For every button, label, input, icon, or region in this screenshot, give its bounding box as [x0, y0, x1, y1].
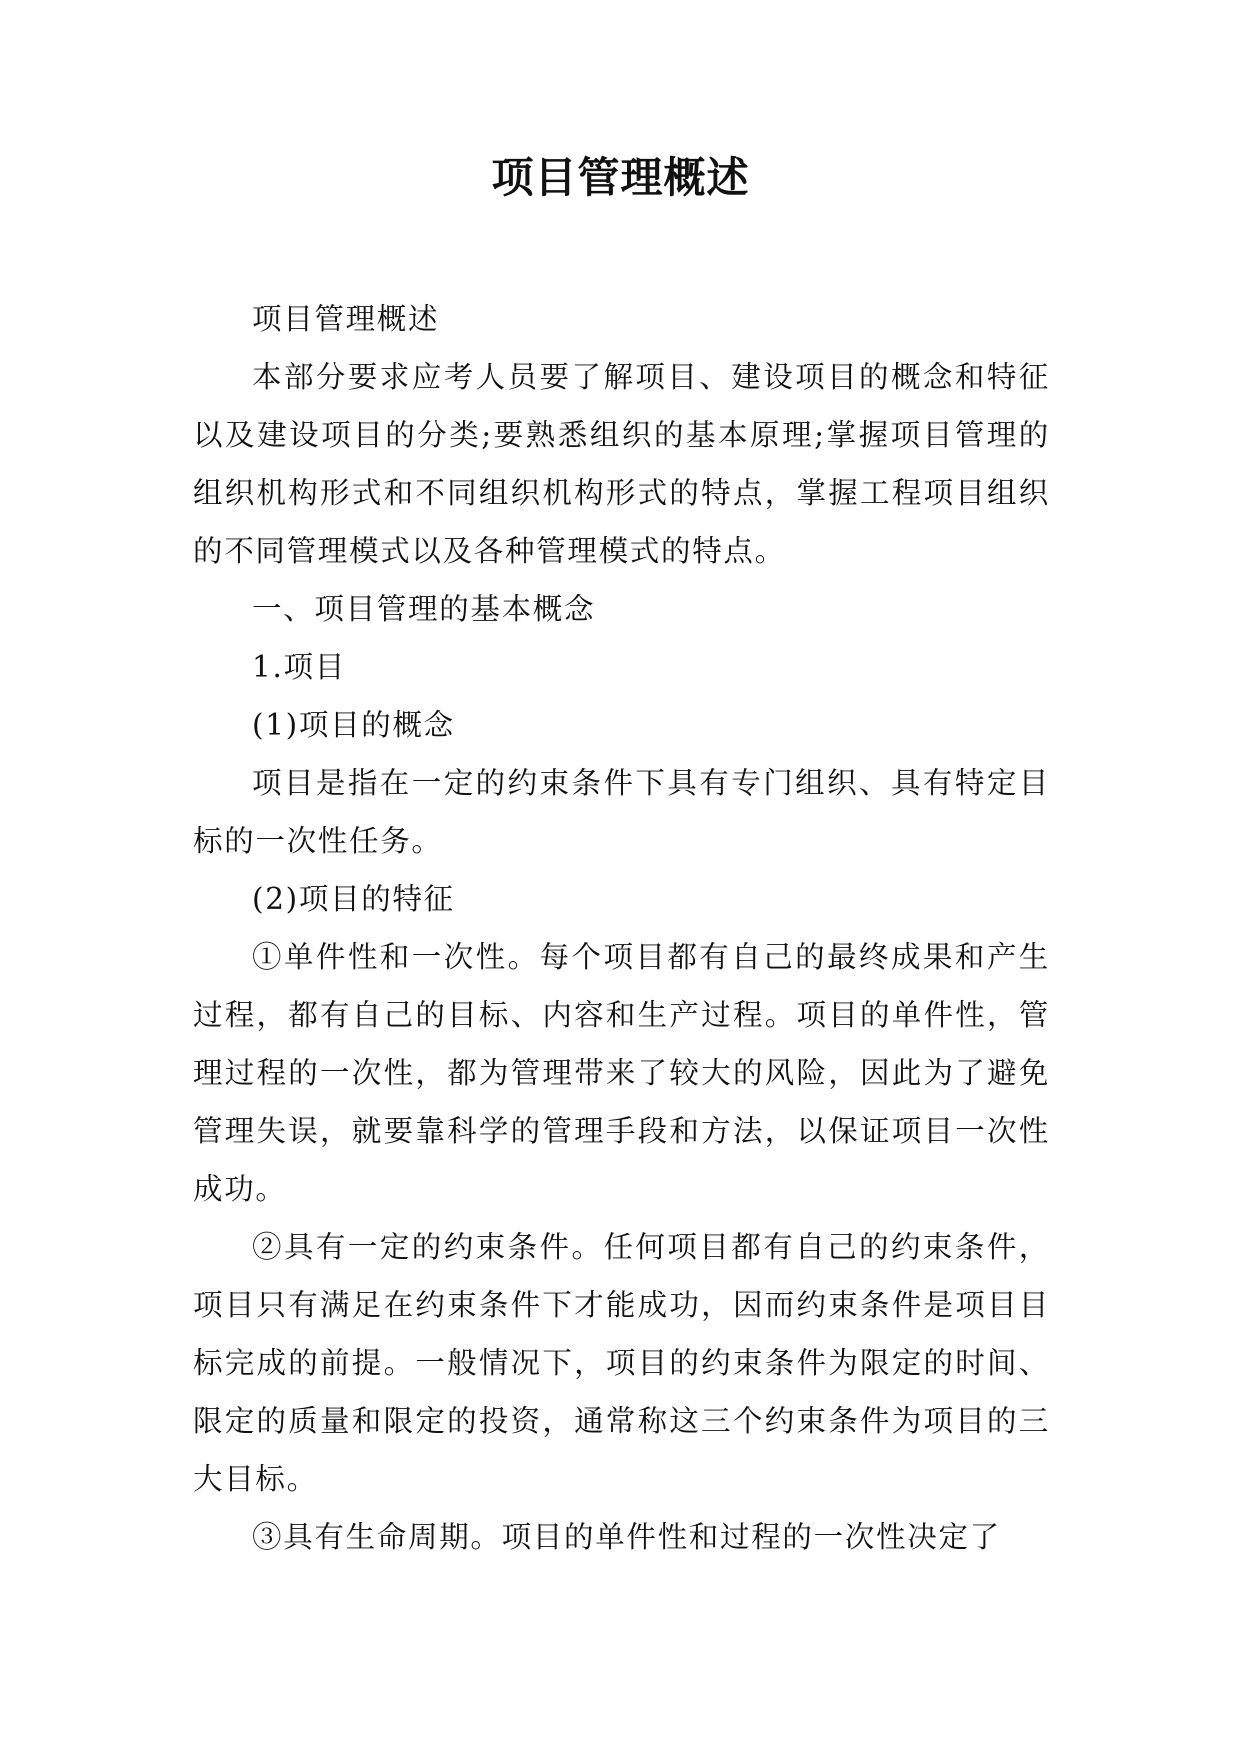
item-heading-features: (2)项目的特征: [252, 882, 455, 916]
document-title: 项目管理概述: [491, 153, 750, 202]
paragraph-feature-3: ③具有生命周期。项目的单件性和过程的一次性决定了: [252, 1520, 1001, 1554]
paragraph-intro: 本部分要求应考人员要了解项目、建设项目的概念和特征以及建设项目的分类;要熟悉组织的基本原理;掌握项目管理的组织机构形式和不同组织机构形式的特点，掌握工程项目组织的不同管理模式以及各种管理模式的特点。: [193, 360, 1050, 568]
item-heading-concept: (1)项目的概念: [252, 708, 455, 742]
section-heading: 一、项目管理的基本概念: [252, 592, 596, 626]
paragraph-feature-1: ①单件性和一次性。每个项目都有自己的最终成果和产生过程，都有自己的目标、内容和生产过程。项目的单件性，管理过程的一次性，都为管理带来了较大的风险，因此为了避免管理失误，就要靠科学的管理手段和方法，以保证项目一次性成功。: [193, 940, 1050, 1206]
subsection-heading: 1.项目: [252, 650, 346, 684]
paragraph-definition: 项目是指在一定的约束条件下具有专门组织、具有特定目标的一次性任务。: [193, 766, 1050, 858]
document-body: [193, 290, 1050, 1566]
paragraph-feature-2: ②具有一定的约束条件。任何项目都有自己的约束条件，项目只有满足在约束条件下才能成功，因而约束条件是项目目标完成的前提。一般情况下，项目的约束条件为限定的时间、限定的质量和限定的投资，通常称这三个约束条件为项目的三大目标。: [193, 1230, 1050, 1496]
paragraph-heading: 项目管理概述: [252, 302, 440, 336]
